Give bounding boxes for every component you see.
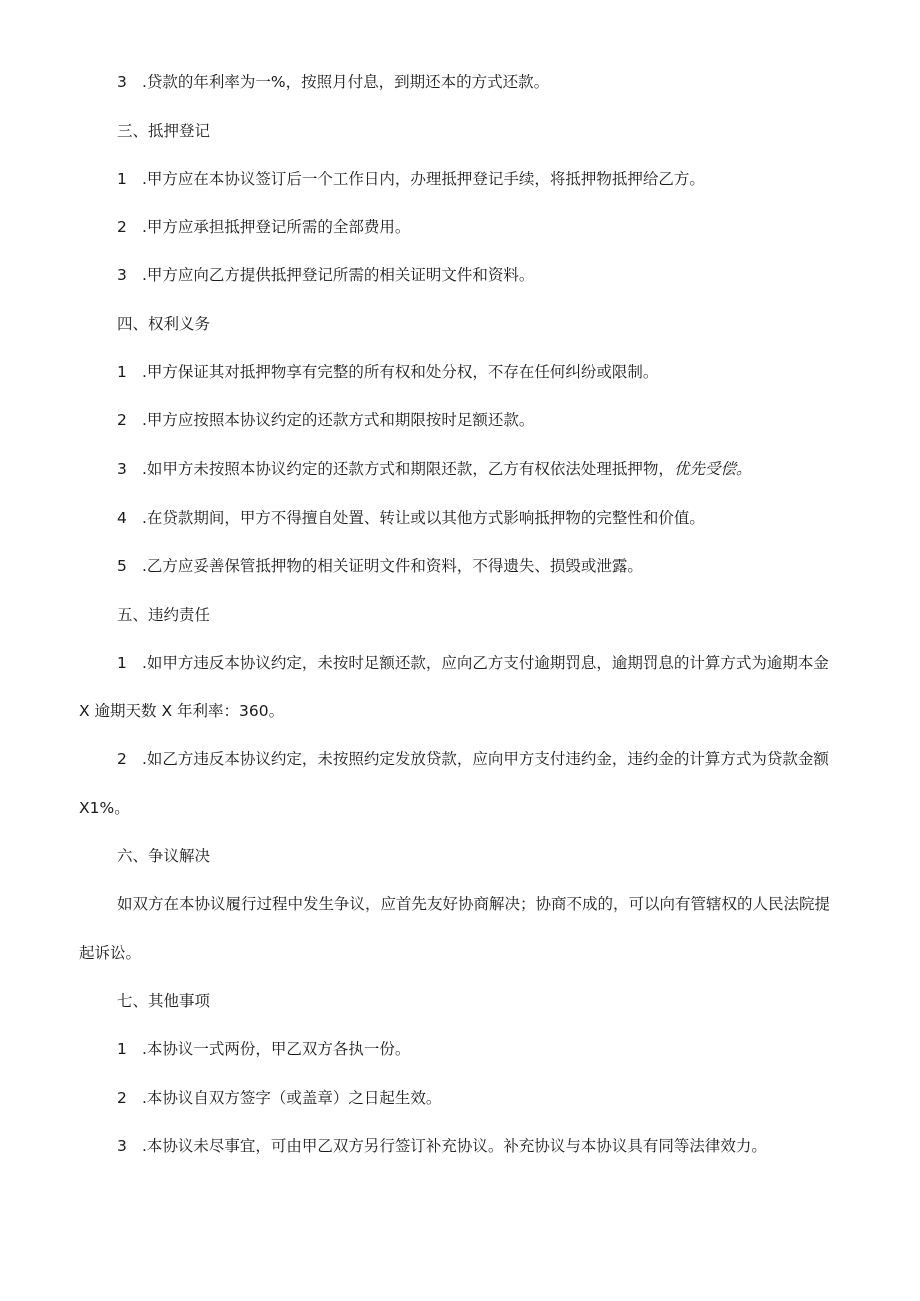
clause-4-4 <box>117 507 705 529</box>
clause-number: 1 <box>117 363 127 381</box>
clause-number: 2 <box>117 411 127 429</box>
clause-number: 3 <box>117 266 127 284</box>
clause-number: 1 <box>117 1040 127 1058</box>
clause-5-1-continuation: X 逾期天数 X 年利率：360。 <box>79 702 285 720</box>
clause-text: .本协议自双方签字（或盖章）之日起生效。 <box>142 1089 442 1107</box>
clause-3-2 <box>117 216 410 238</box>
clause-number: 1 <box>117 170 127 188</box>
clause-number: 3 <box>117 1137 127 1155</box>
clause-text: .如乙方违反本协议约定，未按照约定发放贷款，应向甲方支付违约金，违约金的计算方式为贷款金额 <box>142 750 829 768</box>
section-6-heading: 六、争议解决 <box>117 847 211 865</box>
clause-number: 3 <box>117 73 127 91</box>
clause-2-3 <box>117 71 549 93</box>
clause-7-3 <box>117 1135 767 1157</box>
clause-number: 2 <box>117 1089 127 1107</box>
clause-text: .乙方应妥善保管抵押物的相关证明文件和资料，不得遗失、损毁或泄露。 <box>142 557 643 575</box>
section-6-continuation: 起诉讼。 <box>79 944 142 962</box>
clause-number: 2 <box>117 218 127 236</box>
clause-4-2 <box>117 409 534 431</box>
section-5-heading: 五、违约责任 <box>117 606 211 624</box>
clause-3-3 <box>117 264 534 286</box>
clause-text: .贷款的年利率为一%，按照月付息，到期还本的方式还款。 <box>142 73 550 91</box>
clause-text: .甲方应向乙方提供抵押登记所需的相关证明文件和资料。 <box>142 266 535 284</box>
section-3-heading: 三、抵押登记 <box>117 122 211 140</box>
clause-4-5 <box>117 555 643 577</box>
clause-3-1 <box>117 168 705 190</box>
clause-4-3 <box>117 458 751 480</box>
clause-number: 4 <box>117 509 127 527</box>
clause-number: 5 <box>117 557 127 575</box>
clause-7-1 <box>117 1038 410 1060</box>
section-6-paragraph: 如双方在本协议履行过程中发生争议，应首先友好协商解决；协商不成的，可以向有管辖权的人民法院提 <box>117 895 831 913</box>
clause-4-1 <box>117 361 658 383</box>
clause-5-1 <box>117 652 829 674</box>
clause-text: .如甲方违反本协议约定，未按时足额还款，应向乙方支付逾期罚息，逾期罚息的计算方式为逾期本金 <box>142 654 829 672</box>
clause-number: 3 <box>117 460 127 478</box>
clause-text: .甲方应在本协议签订后一个工作日内，办理抵押登记手续，将抵押物抵押给乙方。 <box>142 170 705 188</box>
clause-7-2 <box>117 1087 441 1109</box>
clause-5-2 <box>117 748 829 770</box>
clause-text: .在贷款期间，甲方不得擅自处置、转让或以其他方式影响抵押物的完整性和价值。 <box>142 509 705 527</box>
clause-number: 1 <box>117 654 127 672</box>
clause-5-2-continuation: X1%。 <box>79 799 130 817</box>
clause-text: .甲方保证其对抵押物享有完整的所有权和处分权，不存在任何纠纷或限制。 <box>142 363 659 381</box>
clause-text: .如甲方未按照本协议约定的还款方式和期限还款，乙方有权依法处理抵押物， <box>142 460 674 478</box>
clause-text-italic: 优先受偿。 <box>673 460 752 478</box>
clause-text: .甲方应承担抵押登记所需的全部费用。 <box>142 218 411 236</box>
clause-number: 2 <box>117 750 127 768</box>
clause-text: .本协议一式两份，甲乙双方各执一份。 <box>142 1040 411 1058</box>
clause-text: .甲方应按照本协议约定的还款方式和期限按时足额还款。 <box>142 411 535 429</box>
section-7-heading: 七、其他事项 <box>117 992 211 1010</box>
clause-text: .本协议未尽事宜，可由甲乙双方另行签订补充协议。补充协议与本协议具有同等法律效力。 <box>142 1137 767 1155</box>
section-4-heading: 四、权利义务 <box>117 315 211 333</box>
